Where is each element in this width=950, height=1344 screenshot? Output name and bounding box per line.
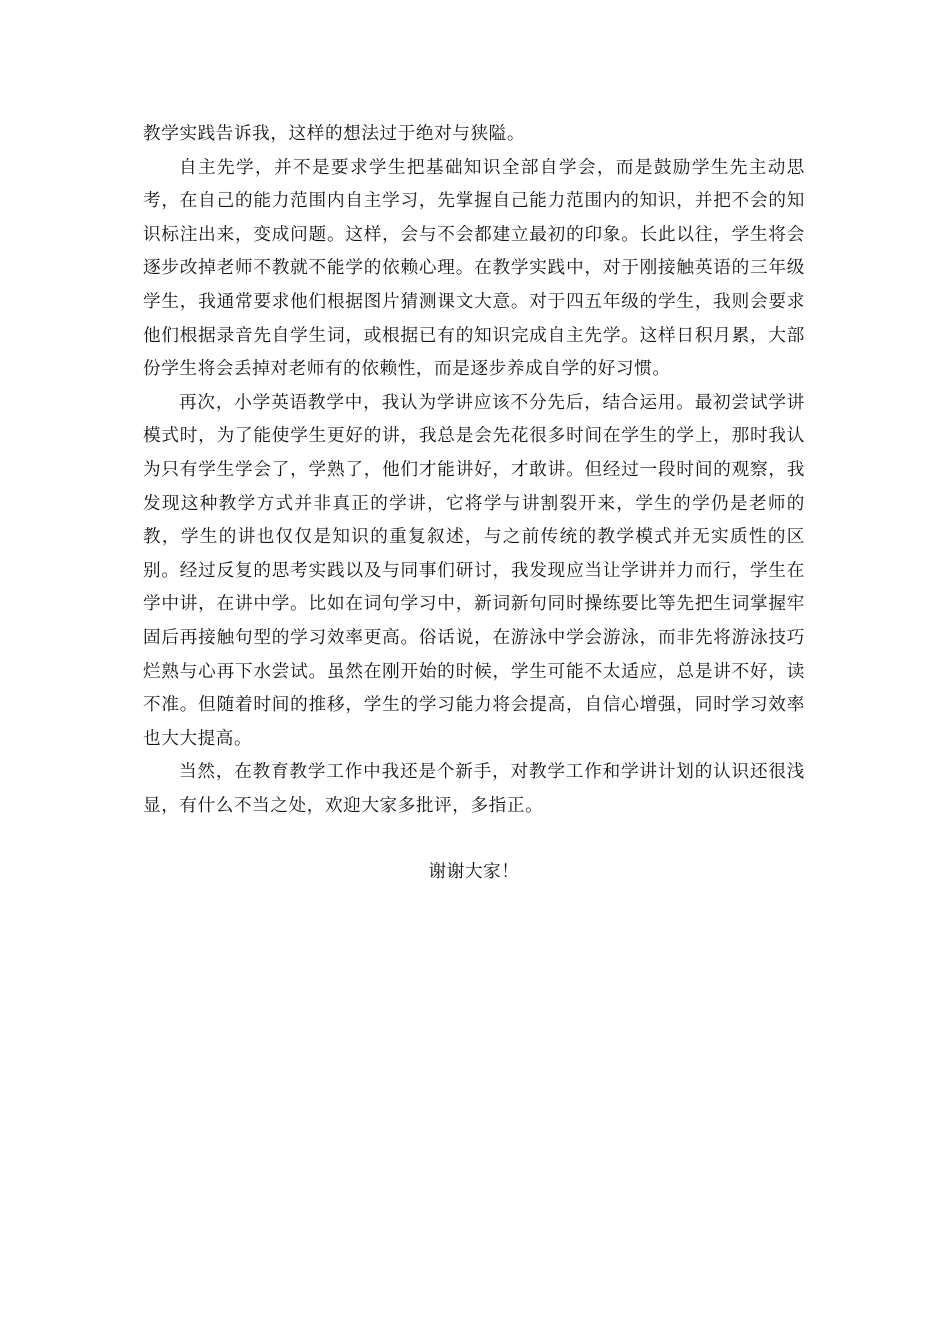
closing-thanks: 谢谢大家！ xyxy=(428,862,520,883)
paragraph-conclusion: 当然，在教育教学工作中我还是个新手，对教学工作和学讲计划的认识还很浅显，有什么不当之处，欢迎大家多批评，多指正。 xyxy=(143,762,805,816)
paragraph-continuation: 教学实践告诉我，这样的想法过于绝对与狭隘。 xyxy=(143,124,526,144)
document-page xyxy=(143,118,805,890)
paragraph-learn-and-speak: 再次，小学英语教学中，我认为学讲应该不分先后，结合运用。最初尝试学讲模式时，为了能使学生更好的讲，我总是会先花很多时间在学生的学上，那时我认为只有学生学会了，学熟了，他们才能讲好，才敢讲。但经过一段时间的观察，我发现这种教学方式并非真正的学讲，它将学与讲割裂开来，学生的学仍是老师的教，学生的讲也仅仅是知识的重复叙述，与之前传统的教学模式并无实质性的区别。经过反复的思考实践以及与同事们研讨，我发现应当让学讲并力而行，学生在学中讲，在讲中学。比如在词句学习中，新词新句同时操练要比等先把生词掌握牢固后再接触句型的学习效率更高。俗话说，在游泳中学会游泳，而非先将游泳技巧烂熟与心再下水尝试。虽然在刚开始的时候，学生可能不太适应，总是讲不好，读不准。但随着时间的推移，学生的学习能力将会提高，自信心增强，同时学习效率也大大提高。 xyxy=(143,392,805,749)
paragraph-self-study: 自主先学，并不是要求学生把基础知识全部自学会，而是鼓励学生先主动思考，在自己的能力范围内自主学习，先掌握自己能力范围内的知识，并把不会的知识标注出来，变成问题。这样，会与不会都建立最初的印象。长此以往，学生将会逐步改掉老师不教就不能学的依赖心理。在教学实践中，对于刚接触英语的三年级学生，我通常要求他们根据图片猜测课文大意。对于四五年级的学生，我则会要求他们根据录音先自学生词，或根据已有的知识完成自主先学。这样日积月累，大部份学生将会丢掉对老师有的依赖性，而是逐步养成自学的好习惯。 xyxy=(143,157,805,380)
